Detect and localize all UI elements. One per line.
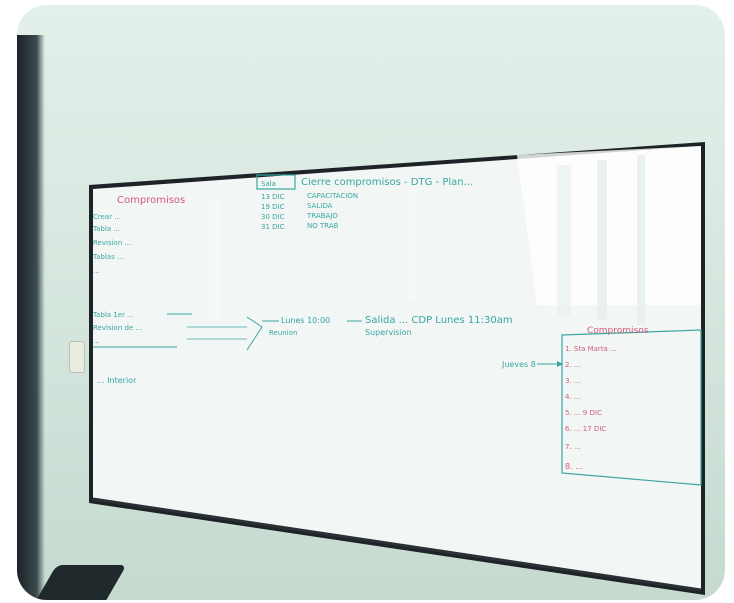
- mid-center: Salida ... CDP Lunes 11:30am: [365, 315, 513, 326]
- right-item-5: 5. ... 9 DIC: [565, 409, 602, 417]
- mid-line-2: Reunion: [269, 329, 298, 337]
- right-title: Compromisos: [587, 326, 649, 336]
- top-line-4: TRABAJO: [307, 212, 338, 220]
- left-list-item-2: Tabla ...: [93, 225, 120, 233]
- top-date-4: 31 DIC: [261, 223, 285, 231]
- mid-left-2: Revision de ...: [93, 324, 143, 332]
- top-header: Sala: [261, 180, 276, 188]
- board-title: Compromisos: [117, 195, 186, 206]
- left-list-item-5: ...: [93, 267, 100, 275]
- top-line-1: Cierre compromisos - DTG - Plan...: [301, 177, 474, 188]
- mid-line-1: Lunes 10:00: [281, 316, 331, 325]
- top-line-2: CAPACITACION: [307, 192, 359, 200]
- arrow-label: Jueves 8: [502, 360, 536, 369]
- top-date-2: 19 DIC: [261, 203, 285, 211]
- left-list-item-1: Crear ...: [93, 213, 121, 221]
- top-date-3: 30 DIC: [261, 213, 285, 221]
- top-date-1: 13 DIC: [261, 193, 285, 201]
- right-item-8: 8. ...: [565, 462, 583, 471]
- right-item-4: 4. ...: [565, 393, 581, 401]
- mid-left-3: ...: [93, 337, 100, 345]
- right-item-7: 7. ...: [565, 443, 581, 451]
- top-line-5: NO TRAB: [307, 222, 339, 230]
- mid-center-2: Supervision: [365, 328, 412, 337]
- whiteboard: [17, 5, 725, 600]
- photo: [17, 5, 725, 600]
- right-item-6: 6. ... 17 DIC: [565, 425, 607, 433]
- left-list-item-3: Revision ...: [93, 239, 132, 247]
- mid-bottom: ... Interior: [97, 376, 137, 385]
- right-item-3: 3. ...: [565, 377, 581, 385]
- mid-left-1: Tabla 1er ...: [93, 311, 134, 319]
- right-item-2: 2. ...: [565, 361, 581, 369]
- left-list-item-4: Tablas ...: [93, 253, 124, 261]
- right-item-1: 1. Sta Marta ...: [565, 345, 617, 353]
- top-line-3: SALIDA: [307, 202, 333, 210]
